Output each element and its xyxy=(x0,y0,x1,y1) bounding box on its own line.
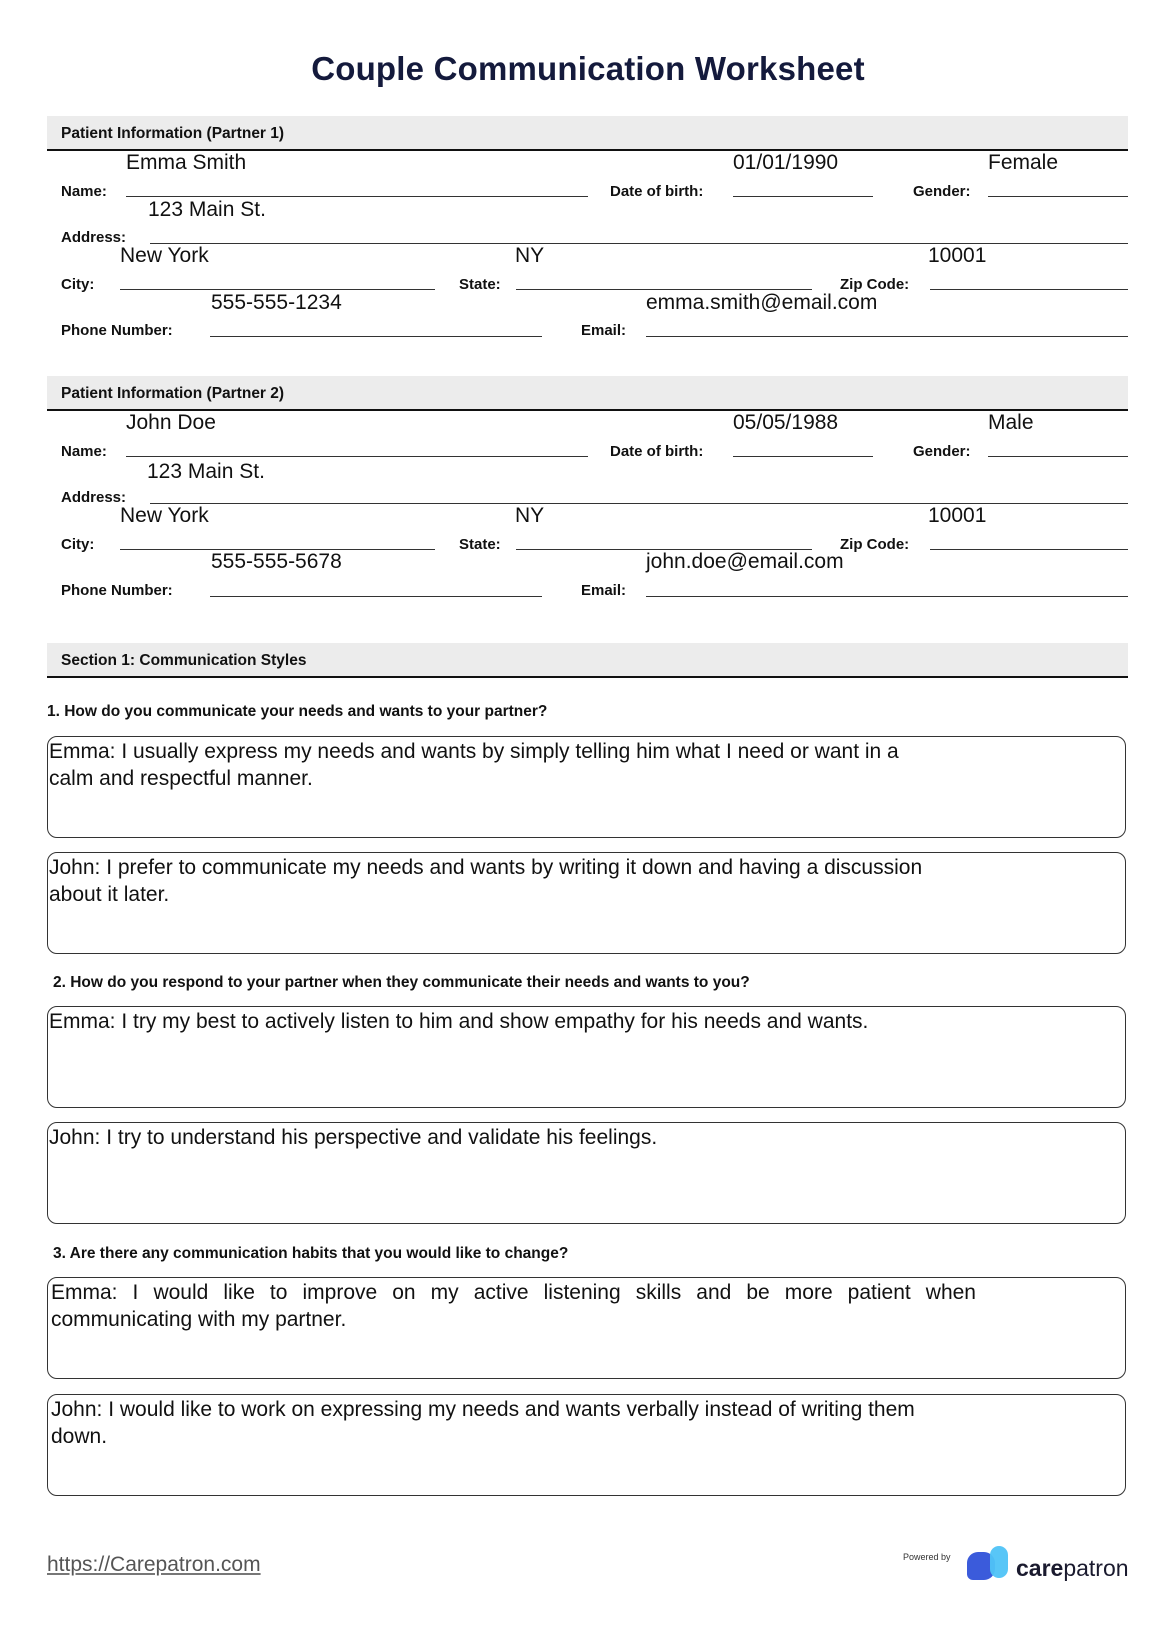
city-label: City: xyxy=(61,536,95,553)
answer-box-q2-john[interactable] xyxy=(47,1122,1126,1224)
partner1-gender-field[interactable] xyxy=(988,196,1128,197)
name-label: Name: xyxy=(61,183,107,200)
gender-label: Gender: xyxy=(913,443,971,460)
gender-label: Gender: xyxy=(913,183,971,200)
partner2-email-field[interactable] xyxy=(646,596,1128,597)
partner1-address-value[interactable]: 123 Main St. xyxy=(148,198,266,221)
carepatron-link[interactable]: https://Carepatron.com xyxy=(47,1553,261,1576)
zip-label: Zip Code: xyxy=(840,536,910,553)
partner2-state-value[interactable]: NY xyxy=(515,504,545,527)
partner1-email-value[interactable]: emma.smith@email.com xyxy=(646,291,878,314)
zip-label: Zip Code: xyxy=(840,276,910,293)
partner1-state-value[interactable]: NY xyxy=(515,244,545,267)
partner2-zip-value[interactable]: 10001 xyxy=(928,504,987,527)
phone-label: Phone Number: xyxy=(61,582,173,599)
city-label: City: xyxy=(61,276,95,293)
answer-text: Emma: I try my best to actively listen to him and show empathy for his needs and wants. xyxy=(49,1010,869,1033)
partner2-phone-field[interactable] xyxy=(210,596,542,597)
answer-box-q3-emma[interactable] xyxy=(47,1277,1126,1379)
partner2-phone-value[interactable]: 555-555-5678 xyxy=(211,550,342,573)
brand-rest: patron xyxy=(1063,1555,1129,1581)
carepatron-wordmark xyxy=(1016,1555,1129,1582)
address-label: Address: xyxy=(61,229,127,246)
partner1-name-value[interactable]: Emma Smith xyxy=(126,151,247,174)
partner1-city-value[interactable]: New York xyxy=(120,244,209,267)
partner2-city-value[interactable]: New York xyxy=(120,504,209,527)
partner1-email-field[interactable] xyxy=(646,336,1128,337)
carepatron-logo-icon xyxy=(964,1546,1014,1580)
page-title: Couple Communication Worksheet xyxy=(311,50,865,87)
partner1-city-field[interactable] xyxy=(120,289,435,290)
partner2-gender-value[interactable]: Male xyxy=(988,411,1034,434)
partner2-gender-field[interactable] xyxy=(988,456,1128,457)
partner1-phone-field[interactable] xyxy=(210,336,542,337)
address-label: Address: xyxy=(61,489,127,506)
state-label: State: xyxy=(459,276,501,293)
question-3: 3. Are there any communication habits that you would like to change? xyxy=(53,1245,569,1262)
answer-text: John: I try to understand his perspective and validate his feelings. xyxy=(49,1126,658,1149)
name-label: Name: xyxy=(61,443,107,460)
answer-box-q1-emma[interactable] xyxy=(47,736,1126,838)
partner2-zip-field[interactable] xyxy=(930,549,1128,550)
partner2-section-header xyxy=(47,376,1128,411)
brand-bold: care xyxy=(1016,1555,1064,1581)
state-label: State: xyxy=(459,536,501,553)
email-label: Email: xyxy=(581,322,627,339)
dob-label: Date of birth: xyxy=(610,183,704,200)
partner1-dob-field[interactable] xyxy=(733,196,873,197)
partner1-zip-value[interactable]: 10001 xyxy=(928,244,987,267)
partner1-dob-value[interactable]: 01/01/1990 xyxy=(733,151,839,174)
answer-box-q1-john[interactable] xyxy=(47,852,1126,954)
phone-label: Phone Number: xyxy=(61,322,173,339)
partner1-state-field[interactable] xyxy=(516,289,812,290)
partner2-address-value[interactable]: 123 Main St. xyxy=(147,460,265,483)
answer-text: John: I prefer to communicate my needs and wants by writing it down and having a discussion about it later. xyxy=(49,856,923,906)
partner2-name-field[interactable] xyxy=(126,456,588,457)
answer-box-q3-john[interactable] xyxy=(47,1394,1126,1496)
partner2-email-value[interactable]: john.doe@email.com xyxy=(646,550,844,573)
email-label: Email: xyxy=(581,582,627,599)
question-2: 2. How do you respond to your partner when they communicate their needs and wants to you? xyxy=(53,974,750,991)
partner2-name-value[interactable]: John Doe xyxy=(126,411,216,434)
partner2-dob-value[interactable]: 05/05/1988 xyxy=(733,411,839,434)
partner1-heading: Patient Information (Partner 1) xyxy=(61,125,285,142)
answer-box-q2-emma[interactable] xyxy=(47,1006,1126,1108)
partner1-zip-field[interactable] xyxy=(930,289,1128,290)
partner2-dob-field[interactable] xyxy=(733,456,873,457)
partner1-name-field[interactable] xyxy=(126,196,588,197)
dob-label: Date of birth: xyxy=(610,443,704,460)
partner1-section-header xyxy=(47,116,1128,151)
answer-text: Emma: I usually express my needs and wants by simply telling him what I need or want in a calm and respectful manner. xyxy=(49,740,899,790)
section1-heading: Section 1: Communication Styles xyxy=(61,652,307,669)
partner1-gender-value[interactable]: Female xyxy=(988,151,1059,174)
section1-header xyxy=(47,643,1128,678)
partner1-phone-value[interactable]: 555-555-1234 xyxy=(211,291,342,314)
answer-text: Emma: I would like to improve on my active listening skills and be more patient when communicating with my partner. xyxy=(51,1281,976,1331)
powered-by-label: Powered by xyxy=(903,1552,951,1562)
partner2-heading: Patient Information (Partner 2) xyxy=(61,385,285,402)
question-1: 1. How do you communicate your needs and wants to your partner? xyxy=(47,703,548,720)
answer-text: John: I would like to work on expressing my needs and wants verbally instead of writing them down. xyxy=(51,1398,915,1448)
